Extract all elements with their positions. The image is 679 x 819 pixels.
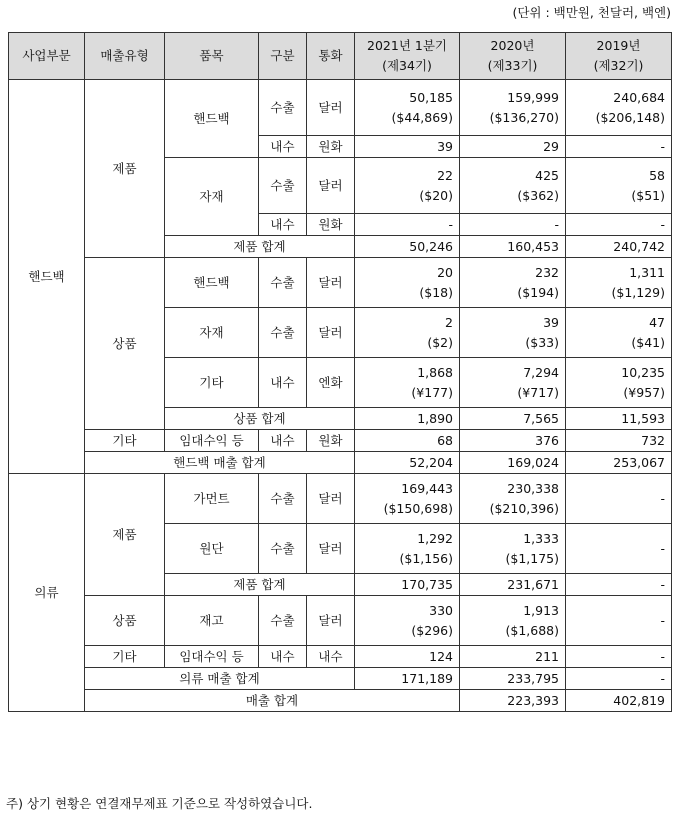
division-domestic: 내수 <box>259 214 307 236</box>
header-2019 <box>566 33 672 80</box>
header-row <box>9 33 672 80</box>
table-row <box>9 596 672 646</box>
value-line: ($44,869) <box>391 109 453 125</box>
value-line: 240,684 <box>613 89 665 105</box>
value-cell <box>355 474 460 524</box>
value-cell <box>355 596 460 646</box>
value-cell: 171,189 <box>355 668 460 690</box>
currency-yen: 엔화 <box>307 358 355 408</box>
value-line: 10,235 <box>621 364 665 380</box>
value-line: ($194) <box>517 284 559 300</box>
value-line: (¥177) <box>411 384 453 400</box>
value-line: ($296) <box>411 622 453 638</box>
sales-type-merchandise: 상품 <box>85 596 165 646</box>
value-line: 330 <box>429 602 453 618</box>
sales-type-merchandise: 상품 <box>85 258 165 430</box>
value-cell: 253,067 <box>566 452 672 474</box>
sales-type-product: 제품 <box>85 474 165 596</box>
item-other: 기타 <box>165 358 259 408</box>
value-cell: 211 <box>460 646 566 668</box>
currency-dollar: 달러 <box>307 80 355 136</box>
value-cell: 124 <box>355 646 460 668</box>
currency-dollar: 달러 <box>307 596 355 646</box>
value-cell <box>460 596 566 646</box>
value-cell: 50,246 <box>355 236 460 258</box>
value-cell <box>355 258 460 308</box>
value-cell <box>355 158 460 214</box>
value-line: ($18) <box>419 284 453 300</box>
value-cell: - <box>355 214 460 236</box>
item-fabric: 원단 <box>165 524 259 574</box>
value-line: 22 <box>437 167 453 183</box>
header-2021q1 <box>355 33 460 80</box>
currency-dollar: 달러 <box>307 474 355 524</box>
division-export: 수출 <box>259 474 307 524</box>
value-line: 232 <box>535 264 559 280</box>
table-row <box>9 430 672 452</box>
value-cell: - <box>566 574 672 596</box>
table-row <box>9 80 672 136</box>
value-cell: - <box>460 214 566 236</box>
subtotal-product: 제품 합계 <box>165 574 355 596</box>
value-cell <box>566 308 672 358</box>
value-cell: 169,024 <box>460 452 566 474</box>
value-cell: 1,890 <box>355 408 460 430</box>
division-domestic: 내수 <box>259 646 307 668</box>
value-line: ($2) <box>427 334 453 350</box>
value-cell: - <box>566 596 672 646</box>
value-cell: 68 <box>355 430 460 452</box>
header-item: 품목 <box>165 33 259 80</box>
value-line: 7,294 <box>523 364 559 380</box>
value-cell: 231,671 <box>460 574 566 596</box>
value-line: 230,338 <box>507 480 559 496</box>
value-cell: 7,565 <box>460 408 566 430</box>
sales-table <box>8 32 672 712</box>
value-line: 1,913 <box>523 602 559 618</box>
table-row <box>9 668 672 690</box>
division-export: 수출 <box>259 596 307 646</box>
header-division: 구분 <box>259 33 307 80</box>
value-cell <box>566 358 672 408</box>
value-line: 1,868 <box>417 364 453 380</box>
value-cell: 39 <box>355 136 460 158</box>
sales-type-product: 제품 <box>85 80 165 258</box>
header-2020-line1: 2020년 <box>490 38 535 53</box>
division-domestic: 내수 <box>259 136 307 158</box>
total-apparel: 의류 매출 합계 <box>85 668 355 690</box>
value-line: ($136,270) <box>489 109 559 125</box>
value-cell: - <box>566 668 672 690</box>
value-cell <box>460 358 566 408</box>
value-cell: 160,453 <box>460 236 566 258</box>
header-2020-line2: (제33기) <box>487 58 538 73</box>
currency-dollar: 달러 <box>307 258 355 308</box>
value-line: 50,185 <box>409 89 453 105</box>
value-cell: 223,393 <box>460 690 566 712</box>
total-handbag: 핸드백 매출 합계 <box>85 452 355 474</box>
item-garment: 가먼트 <box>165 474 259 524</box>
value-line: ($362) <box>517 187 559 203</box>
value-line: ($1,156) <box>399 550 453 566</box>
table-row <box>9 690 672 712</box>
sales-type-other: 기타 <box>85 646 165 668</box>
currency-dollar: 달러 <box>307 308 355 358</box>
value-cell: - <box>566 214 672 236</box>
header-2019-line1: 2019년 <box>596 38 641 53</box>
value-cell: 29 <box>460 136 566 158</box>
value-cell <box>355 524 460 574</box>
value-cell: 240,742 <box>566 236 672 258</box>
header-2019-line2: (제32기) <box>593 58 644 73</box>
item-material: 자재 <box>165 308 259 358</box>
division-export: 수출 <box>259 80 307 136</box>
currency-won: 원화 <box>307 136 355 158</box>
table-row <box>9 452 672 474</box>
header-currency: 통화 <box>307 33 355 80</box>
value-line: 1,311 <box>629 264 665 280</box>
value-line: 169,443 <box>401 480 453 496</box>
item-handbag: 핸드백 <box>165 258 259 308</box>
value-cell <box>566 158 672 214</box>
value-line: 39 <box>543 314 559 330</box>
value-cell: 11,593 <box>566 408 672 430</box>
value-line: 425 <box>535 167 559 183</box>
value-cell <box>460 80 566 136</box>
segment-apparel: 의류 <box>9 474 85 712</box>
division-domestic: 내수 <box>259 358 307 408</box>
value-line: ($206,148) <box>595 109 665 125</box>
value-line: ($150,698) <box>383 500 453 516</box>
subtotal-merchandise: 상품 합계 <box>165 408 355 430</box>
item-material: 자재 <box>165 158 259 236</box>
value-cell: 732 <box>566 430 672 452</box>
table-row <box>9 258 672 308</box>
value-cell <box>355 358 460 408</box>
value-line: 2 <box>445 314 453 330</box>
currency-won: 원화 <box>307 430 355 452</box>
division-domestic: 내수 <box>259 430 307 452</box>
header-2021q1-line2: (제34기) <box>382 58 432 73</box>
table-row <box>9 646 672 668</box>
item-rental: 임대수익 등 <box>165 646 259 668</box>
value-cell: 170,735 <box>355 574 460 596</box>
value-line: ($1,129) <box>611 284 665 300</box>
currency-won: 원화 <box>307 214 355 236</box>
value-cell <box>566 258 672 308</box>
value-line: ($1,688) <box>505 622 559 638</box>
value-cell: 402,819 <box>566 690 672 712</box>
item-handbag: 핸드백 <box>165 80 259 158</box>
sales-type-other: 기타 <box>85 430 165 452</box>
table-row <box>9 474 672 524</box>
value-line: 1,333 <box>523 530 559 546</box>
value-cell: 52,204 <box>355 452 460 474</box>
currency-dollar: 달러 <box>307 524 355 574</box>
header-sales-type: 매출유형 <box>85 33 165 80</box>
item-rental: 임대수익 등 <box>165 430 259 452</box>
value-cell <box>355 80 460 136</box>
value-cell: - <box>566 524 672 574</box>
value-line: 1,292 <box>417 530 453 546</box>
currency-domestic: 내수 <box>307 646 355 668</box>
value-line: 20 <box>437 264 453 280</box>
value-cell: - <box>566 136 672 158</box>
header-segment: 사업부문 <box>9 33 85 80</box>
value-cell <box>460 158 566 214</box>
value-line: 159,999 <box>507 89 559 105</box>
value-line: ($1,175) <box>505 550 559 566</box>
value-cell: - <box>566 646 672 668</box>
value-line: ($210,396) <box>489 500 559 516</box>
segment-handbag: 핸드백 <box>9 80 85 474</box>
value-cell: 233,795 <box>460 668 566 690</box>
unit-note: (단위 : 백만원, 천달러, 백엔) <box>512 5 671 20</box>
division-export: 수출 <box>259 258 307 308</box>
value-cell <box>460 308 566 358</box>
division-export: 수출 <box>259 158 307 214</box>
footnote: 주) 상기 현황은 연결재무제표 기준으로 작성하였습니다. <box>6 796 313 811</box>
subtotal-product: 제품 합계 <box>165 236 355 258</box>
value-cell: 376 <box>460 430 566 452</box>
value-cell <box>566 80 672 136</box>
value-cell <box>460 474 566 524</box>
value-cell <box>460 524 566 574</box>
value-line: 47 <box>649 314 665 330</box>
value-line: ($20) <box>419 187 453 203</box>
header-2021q1-line1: 2021년 1분기 <box>367 38 447 53</box>
division-export: 수출 <box>259 524 307 574</box>
value-line: ($41) <box>631 334 665 350</box>
value-cell <box>460 258 566 308</box>
value-line: ($51) <box>631 187 665 203</box>
value-line: ($33) <box>525 334 559 350</box>
currency-dollar: 달러 <box>307 158 355 214</box>
value-line: (¥957) <box>623 384 665 400</box>
value-cell <box>355 308 460 358</box>
header-2020 <box>460 33 566 80</box>
value-line: 58 <box>649 167 665 183</box>
value-cell: - <box>566 474 672 524</box>
grand-total: 매출 합계 <box>85 690 460 712</box>
value-line: (¥717) <box>517 384 559 400</box>
item-inventory: 재고 <box>165 596 259 646</box>
division-export: 수출 <box>259 308 307 358</box>
